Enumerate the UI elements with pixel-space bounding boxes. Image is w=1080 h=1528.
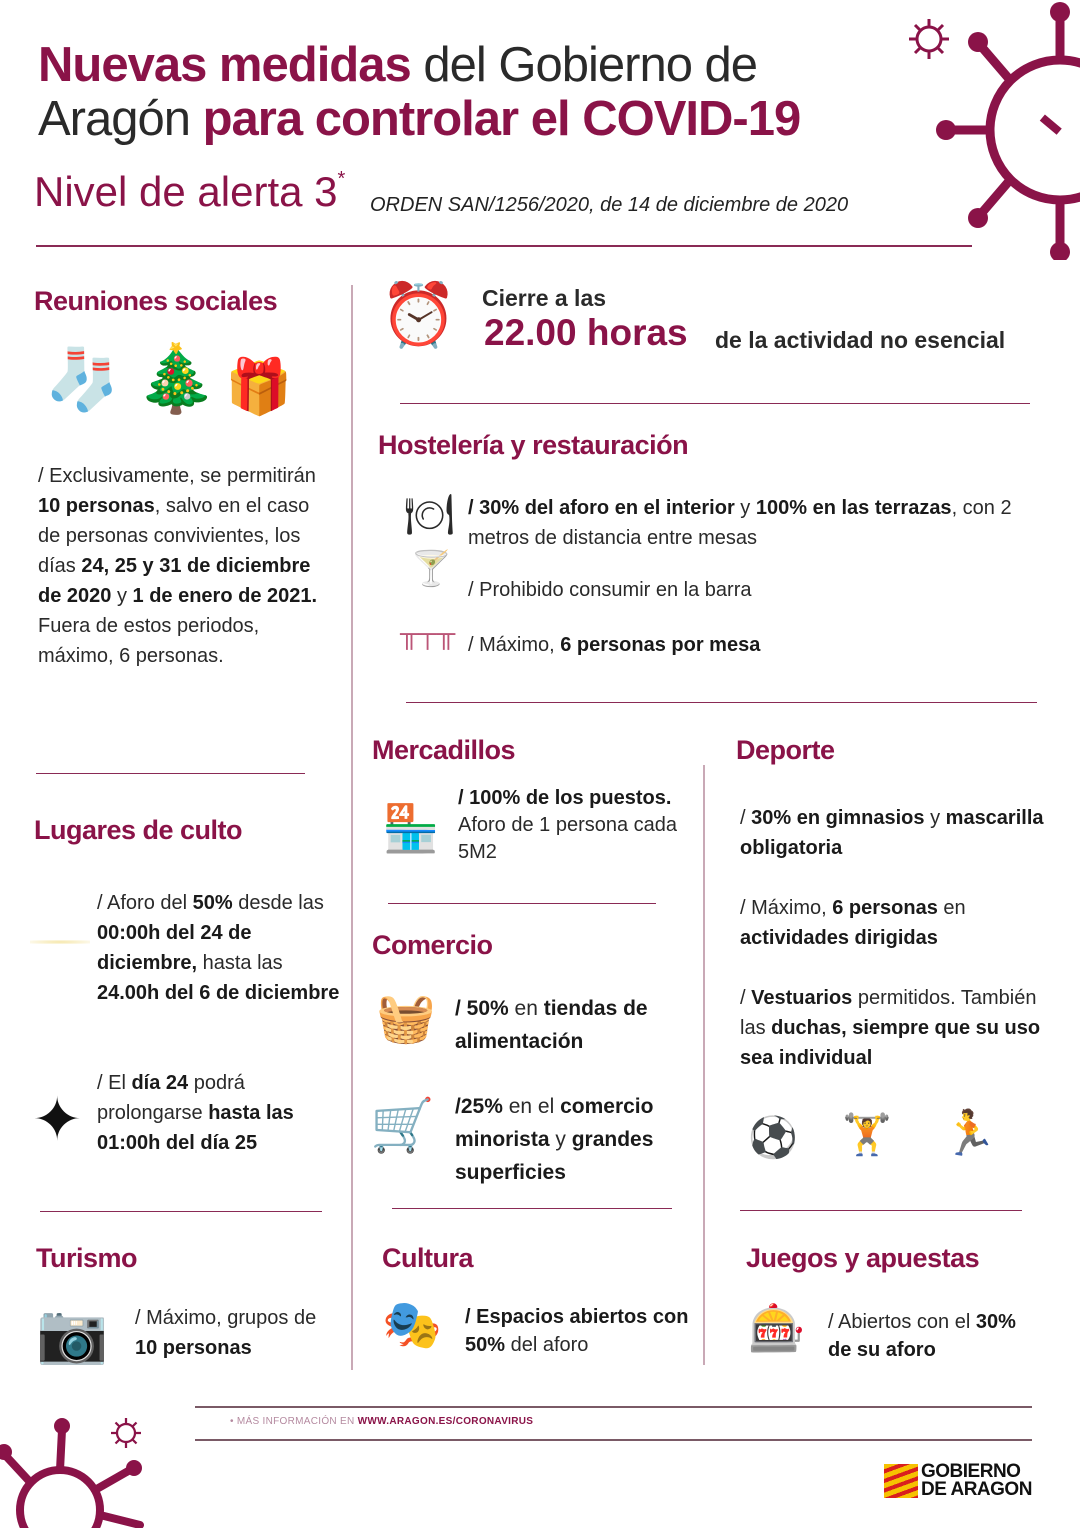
cocktail-icon: 🍸 (410, 550, 453, 588)
culto-text-1 (97, 888, 347, 1008)
text-run: / Aforo del (97, 892, 193, 914)
section-title-juegos: Juegos y apuestas (746, 1243, 980, 1273)
christmas-tree-icon: 🎄 (135, 341, 218, 415)
serving-cloche-icon: 🍽 (404, 493, 455, 537)
turismo-text (135, 1303, 335, 1363)
text-run: y (924, 807, 946, 829)
emphasis-text: /25% (455, 1095, 503, 1118)
text-run: / (740, 807, 752, 829)
text-run: / El (97, 1072, 132, 1094)
text-run: desde las (232, 892, 324, 914)
soccer-ball-icon: ⚽ (748, 1116, 798, 1160)
more-info-link[interactable]: WWW.ARAGON.ES/CORONAVIRUS (357, 1416, 534, 1427)
section-title-culto: Lugares de culto (34, 815, 243, 845)
emphasis-text: / Espacios abiertos con 50% (465, 1306, 689, 1356)
casino-chips-icon: 🎰 (748, 1302, 806, 1354)
text-run: / Máximo, (468, 634, 561, 656)
emphasis-text: / 30% del aforo en el interior (468, 497, 735, 519)
christmas-stocking-icon: 🧦 (45, 346, 120, 413)
text-run: / Abiertos con el (828, 1311, 976, 1333)
text-run: podrá prolongarse (97, 1072, 245, 1124)
runner-icon: 🏃 (942, 1109, 997, 1158)
emphasis-text: / 50% (455, 997, 509, 1020)
emphasis-text: 30% en gimnasios (751, 807, 925, 829)
text-run: en (508, 997, 544, 1020)
hosteleria-item-1 (468, 493, 1038, 553)
gobierno-aragon-logo (884, 1463, 1032, 1499)
shopping-cart-icon: 🛒 (370, 1097, 435, 1155)
divider (392, 1208, 672, 1209)
text-run: Aragón (38, 92, 203, 146)
divider (40, 1211, 322, 1212)
column-divider-2 (703, 765, 705, 1365)
section-title-hosteleria: Hostelería y restauración (378, 430, 689, 460)
more-info: • MÁS INFORMACIÓN EN WWW.ARAGON.ES/CORONAVIRUS (230, 1416, 534, 1427)
text-run: y (111, 585, 133, 607)
emphasis-text: 100% en las terrazas (755, 497, 952, 519)
star-sparkle-icon: ✦ (32, 1086, 83, 1153)
section-title-mercadillos: Mercadillos (372, 735, 516, 765)
order-reference: ORDEN SAN/1256/2020, de 14 de diciembre de 2020 (370, 194, 849, 216)
emphasis-text: 30% de su aforo (828, 1311, 1016, 1361)
grocery-basket-icon: 🧺 (376, 992, 436, 1045)
footer-divider-top (195, 1406, 1032, 1408)
small-virus-bottom-icon (108, 1415, 144, 1451)
emphasis-text: hasta las 01:00h del día 25 (97, 1102, 294, 1154)
column-divider-1 (351, 285, 353, 1370)
emphasis-text: 24.00h del 6 de diciembre (97, 982, 340, 1004)
cultura-text (465, 1303, 695, 1359)
emphasis-text: Nuevas medidas (38, 38, 411, 92)
emphasis-text: tiendas de alimentación (455, 997, 648, 1053)
emphasis-text: 00:00h del 24 de diciembre, (97, 922, 252, 974)
section-title-comercio: Comercio (372, 930, 493, 960)
aragon-flag-icon (884, 1464, 918, 1498)
emphasis-text: comercio minorista (455, 1095, 654, 1151)
logo-line-2: DE ARAGON (921, 1479, 1032, 1500)
market-stall-icon: 🏪 (382, 802, 440, 854)
text-run: del Gobierno de (410, 38, 758, 92)
reuniones-text (38, 461, 328, 671)
section-title-reuniones: Reuniones sociales (34, 286, 278, 316)
mercadillos-text (458, 785, 678, 866)
emphasis-text: grandes superficies (455, 1128, 654, 1184)
alert-level-text: Nivel de alerta 3 (34, 168, 338, 215)
weightlifter-icon: 🏋 (842, 1113, 892, 1157)
emphasis-text: mascarilla obligatoria (740, 807, 1044, 859)
christmas-ornaments-icon: 🎁 (225, 357, 293, 417)
divider (400, 403, 1030, 404)
emphasis-text: 1 de enero de 2021. (132, 585, 318, 607)
text-run: / Máximo, (740, 897, 833, 919)
emphasis-text: Vestuarios (751, 987, 853, 1009)
divider (740, 1210, 1022, 1211)
page-title (38, 38, 800, 146)
text-run: permitidos. También las (740, 987, 1037, 1039)
emphasis-text: 10 personas (135, 1337, 252, 1359)
closing-line-1: Cierre a las (482, 285, 607, 311)
emphasis-text: 6 personas (832, 897, 938, 919)
closing-time: 22.00 horas (484, 312, 688, 353)
deporte-item-1 (740, 803, 1060, 863)
deporte-item-2 (740, 893, 1060, 953)
text-run: / Exclusivamente, se permitirán (38, 465, 316, 487)
emphasis-text: día 24 (131, 1072, 189, 1094)
more-info-label: MÁS INFORMACIÓN EN (236, 1416, 358, 1427)
text-run: hasta las (197, 952, 283, 974)
deporte-item-3 (740, 983, 1060, 1073)
text-run: del aforo (505, 1334, 589, 1356)
juegos-text (828, 1308, 1028, 1364)
text-run: / Máximo, grupos de (135, 1307, 317, 1329)
closing-line-2: de la actividad no esencial (715, 327, 1006, 353)
emphasis-text: 10 personas (38, 495, 155, 517)
divider (388, 903, 656, 904)
text-run: Fuera de estos periodos, máximo, 6 personas. (38, 615, 260, 667)
emphasis-text: 6 personas por mesa (560, 634, 761, 656)
divider (36, 773, 305, 774)
section-title-deporte: Deporte (736, 735, 835, 765)
culto-text-2 (97, 1068, 342, 1158)
logo-line-1: GOBIERNO (921, 1461, 1021, 1482)
divider (406, 702, 1037, 703)
alert-level (34, 168, 345, 216)
title-line-2 (38, 92, 800, 146)
text-run: , con 2 metros de distancia entre mesas (468, 497, 1012, 549)
emphasis-text: / 100% de los puestos. (458, 787, 672, 809)
small-virus-icon (905, 15, 953, 63)
section-title-cultura: Cultura (382, 1243, 473, 1273)
text-run: en el (502, 1095, 561, 1118)
emphasis-text: 50% (192, 892, 233, 914)
section-title-turismo: Turismo (36, 1243, 138, 1273)
text-run: y (549, 1128, 572, 1151)
title-line-1 (38, 38, 800, 92)
footer-divider-bottom (195, 1439, 1032, 1441)
alert-asterisk: * (337, 168, 346, 190)
text-run: Aforo de 1 persona cada 5M2 (458, 814, 678, 863)
hosteleria-item-3 (468, 630, 1028, 660)
text-run: en (937, 897, 966, 919)
text-run: y (734, 497, 756, 519)
alarm-clock-icon: ⏰ (380, 281, 458, 350)
text-run: / (740, 987, 752, 1009)
header-divider (36, 245, 972, 247)
sparkle-glow-icon (30, 940, 90, 944)
emphasis-text: para controlar el COVID-19 (202, 92, 801, 146)
text-run: , salvo en el caso de personas convivientes, los días (38, 495, 310, 577)
theater-masks-icon: 🎭 (382, 1299, 442, 1352)
table-chairs-icon: ╥┬╥ (400, 618, 456, 648)
emphasis-text: 24, 25 y 31 de diciembre de 2020 (38, 555, 311, 607)
emphasis-text: actividades dirigidas (740, 927, 938, 949)
camera-icon: 📷 (36, 1301, 109, 1366)
comercio-item-1 (455, 992, 695, 1058)
text-run: / Prohibido consumir en la barra (468, 579, 752, 601)
hosteleria-item-2 (468, 575, 1028, 605)
comercio-item-2 (455, 1090, 695, 1189)
emphasis-text: duchas, siempre que su uso sea individual (740, 1017, 1041, 1069)
